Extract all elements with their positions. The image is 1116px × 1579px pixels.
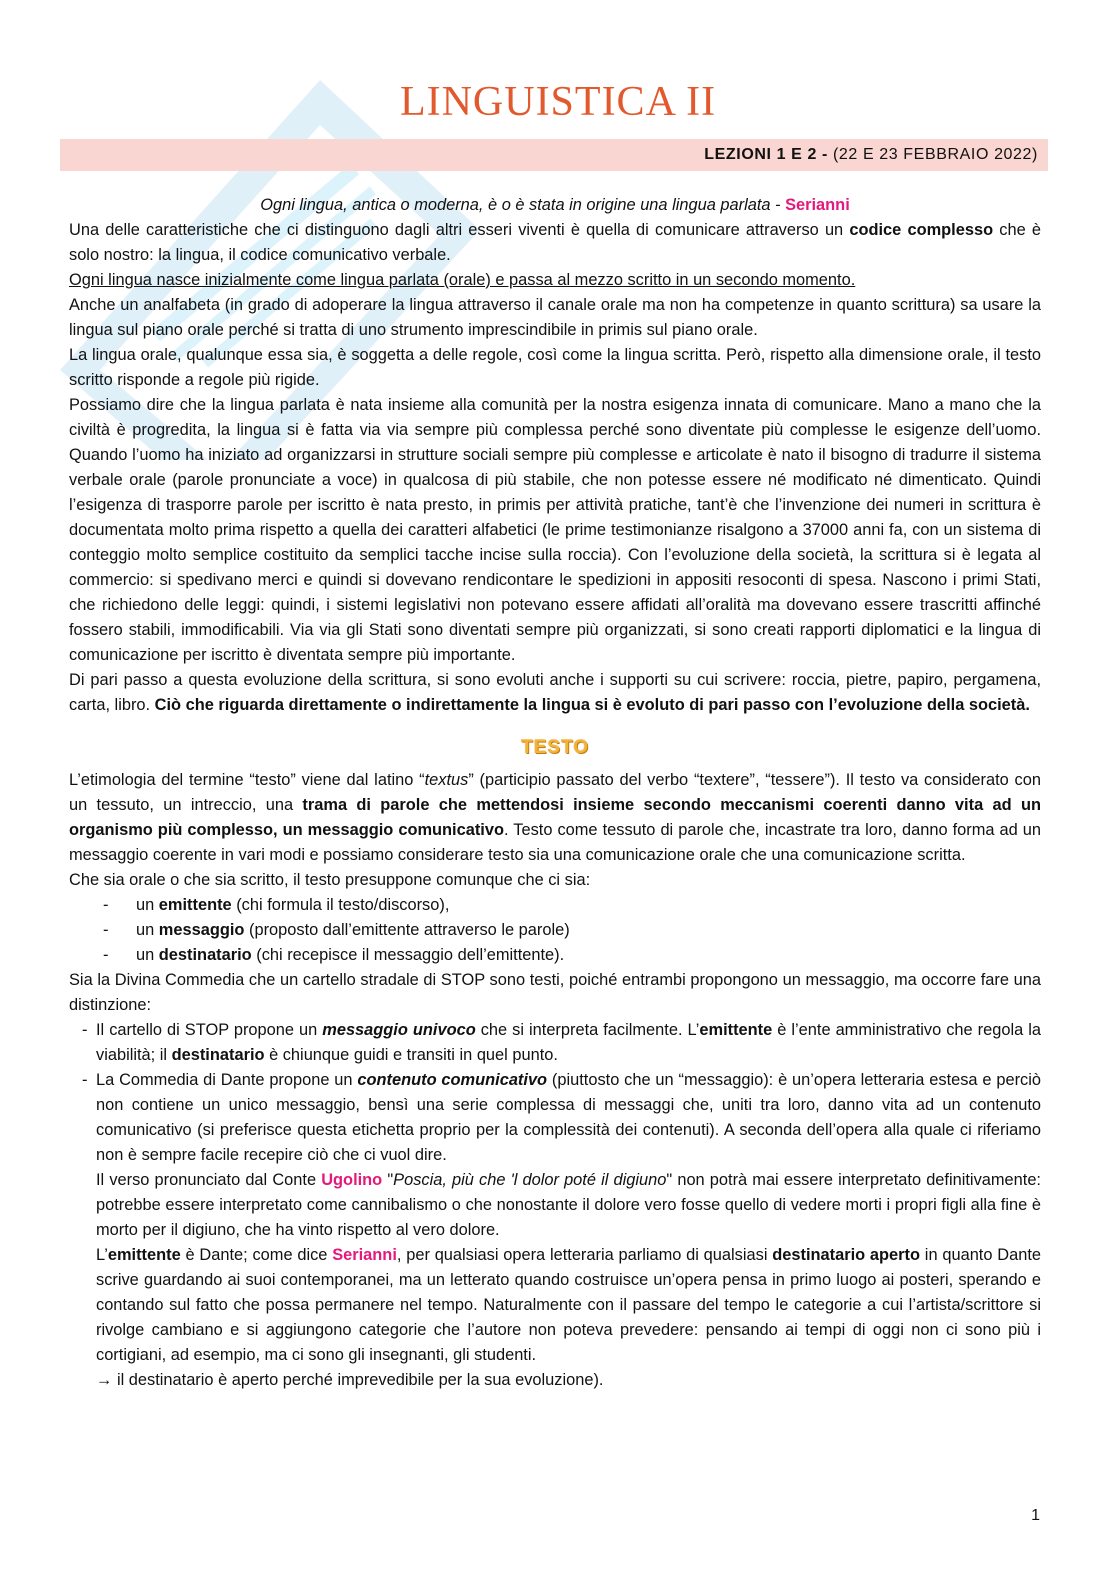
lesson-dates: (22 E 23 FEBBRAIO 2022) (827, 146, 1038, 163)
dante-item (69, 1068, 1041, 1168)
section-heading-text: TESTO (521, 737, 589, 758)
text-components-list (69, 893, 1041, 968)
text-run: , per qualsiasi opera letteraria parliamo di qualsiasi (396, 1246, 773, 1264)
highlighted-name: Serianni (332, 1246, 397, 1264)
text-run: che è solo nostro: la lingua, il codice comunicativo verbale. (69, 221, 1041, 264)
text-run: un (136, 896, 159, 914)
section-heading-testo (69, 735, 1041, 768)
arrow-conclusion: → il destinatario è aperto perché imprevedibile per la sua evoluzione). (96, 1371, 604, 1389)
ugolino-paragraph (69, 1168, 1041, 1243)
text-run: che si interpreta facilmente. L’ (475, 1021, 700, 1039)
bold-run: emittente (107, 1246, 181, 1264)
paragraph: Che sia orale o che sia scritto, il testo presuppone comunque che ci sia: (69, 871, 591, 889)
text-run: L’ (96, 1246, 108, 1264)
text-run: un (136, 921, 159, 939)
dash-bullet: - (103, 921, 109, 939)
page-number: 1 (1031, 1507, 1040, 1524)
bold-run: trama di parole che mettendosi insieme secondo meccanismi coerenti danno vita ad un organismo più complesso, un messaggio comunicativo (69, 796, 1041, 839)
text-run: " non potrà mai essere interpretato definitivamente: potrebbe essere interpretato come cannibalismo o che nonostante il dolore vero fosse quello di vedere morti i propri figli alla fine è morto per il digiuno, che ha vinto rispetto al vero dolore. (96, 1171, 1041, 1239)
text-run: un (136, 946, 159, 964)
text-run: . Testo come tessuto di parole che, incastrate tra loro, danno forma ad un messaggio coerente in vari modi e possiamo considerare testo sia una comunicazione orale che una comunicazione scritta. (69, 821, 1041, 864)
bold-italic-run: contenuto comunicativo (357, 1071, 548, 1089)
quote-author: Serianni (785, 196, 850, 214)
bold-run: messaggio (158, 921, 245, 939)
page-title: LINGUISTICA II (399, 79, 717, 125)
text-run: " (382, 1171, 394, 1189)
emittente-paragraph (69, 1243, 1041, 1368)
text-run: è l’ente amministrativo che regola la viabilità; il (96, 1021, 1041, 1064)
bold-italic-run: messaggio univoco (322, 1021, 476, 1039)
paragraph: Sia la Divina Commedia che un cartello stradale di STOP sono testi, poiché entrambi propongono un messaggio, ma occorre fare una distinzione: (69, 971, 1041, 1014)
italic-run: textus (424, 771, 469, 789)
bold-run: Ciò che riguarda direttamente o indirettamente la lingua si è evoluto di pari passo con l’evoluzione della società. (154, 696, 1030, 714)
paragraph (69, 268, 1041, 293)
opening-quote (69, 193, 1041, 218)
bold-run: destinatario aperto (772, 1246, 921, 1264)
dash-bullet: - (103, 946, 109, 964)
text-run: Una delle caratteristiche che ci distinguono dagli altri esseri viventi è quella di comunicare attraverso un (69, 221, 850, 239)
bold-run: emittente (699, 1021, 773, 1039)
dash-bullet: - (103, 896, 109, 914)
underlined-text: Ogni lingua nasce inizialmente come lingua parlata (orale) e passa al mezzo scritto in un secondo momento. (69, 271, 856, 289)
list-item (69, 893, 1041, 918)
text-run: Il verso pronunciato dal Conte (96, 1171, 322, 1189)
text-run: in quanto Dante scrive guardando ai suoi contemporanei, ma un letterato quando costruisce un’opera pensa in primo luogo ai posteri, sperando e contando sul fatto che possa permanere nel tempo. Naturalmente con il passare del tempo le categorie a cui l’artista/scrittore si rivolge cambiano e si aggiungono categorie che l’autore non poteva prevedere: pensando ai tempi di oggi non ci sono più i cortigiani, ad esempio, ma ci sono gli insegnanti, gli studenti. (96, 1246, 1041, 1364)
lesson-header-bar (60, 139, 1048, 171)
document-body (69, 193, 1041, 1393)
list-item (69, 918, 1041, 943)
text-run: Di pari passo a questa evoluzione della scrittura, si sono evoluti anche i supporti su cui scrivere: roccia, pietre, papiro, pergamena, carta, libro. (69, 671, 1041, 714)
text-run: ” (participio passato del verbo “textere”, “tessere”). Il testo va considerato con un tessuto, un intreccio, una (69, 771, 1041, 814)
highlighted-name: Ugolino (321, 1171, 383, 1189)
text-run: è chiunque guidi e transiti in quel punto. (264, 1046, 558, 1064)
text-run: L’etimologia del termine “testo” viene dal latino “ (69, 771, 425, 789)
paragraph: La lingua orale, qualunque essa sia, è soggetta a delle regole, così come la lingua scritta. Però, rispetto alla dimensione orale, il testo scritto risponde a regole più rigide. (69, 346, 1041, 389)
bold-run: destinatario (158, 946, 252, 964)
dash-bullet: - (82, 1071, 88, 1089)
paragraph: Possiamo dire che la lingua parlata è nata insieme alla comunità per la nostra esigenza innata di comunicare. Mano a mano che la civiltà è progredita, la lingua si è fatta via via sempre più complessa perché sono diventate più complesse le esigenze dell’uomo. Quando l’uomo ha iniziato ad organizzarsi in strutture sociali sempre più complesse e articolate è nato il bisogno di tradurre il sistema verbale orale (parole pronunciate a voce) in qualcosa di più stabile, che non potesse essere né modificato né dimenticato. Quindi l’esigenza di trasporre parole per iscritto è nata presto, in primis per attività pratiche, tant’è che l’invenzione dei numeri in scrittura è documentata molto prima rispetto a quella dei caratteri alfabetici (le prime testimonianze risalgono a 37000 anni fa, con un sistema di conteggio molto semplice costituito da semplici tacche incise sulla roccia). Con l’evoluzione della società, la scrittura si è legata al commercio: si spedivano merci e quindi si dovevano rendicontare le spedizioni in appositi resoconti di spesa. Nascono i primi Stati, che richiedono delle leggi: quindi, i sistemi legislativi non potevano essere affidati all’oralità ma dovevano essere trascritti affinché fossero stabili, immodificabili. Via via gli Stati sono diventati sempre più organizzati, si sono creati rapporti diplomatici e la lingua di comunicazione per iscritto è diventata sempre più importante. (69, 396, 1041, 664)
text-run: Il cartello di STOP propone un (96, 1021, 323, 1039)
list-item (69, 943, 1041, 968)
text-run: (chi recepisce il messaggio dell’emittente). (251, 946, 565, 964)
text-run: (proposto dall’emittente attraverso le parole) (244, 921, 570, 939)
paragraph: Anche un analfabeta (in grado di adoperare la lingua attraverso il canale orale ma non ha competenze in quanto scrittura) sa usare la lingua sul piano orale perché si tratta di uno strumento imprescindibile in primis sul piano orale. (69, 296, 1041, 339)
lesson-number: LEZIONI 1 E 2 - (704, 146, 828, 163)
paragraph (69, 218, 1041, 268)
paragraph (69, 768, 1041, 868)
quote-text: Ogni lingua, antica o moderna, è o è stata in origine una lingua parlata - (260, 196, 786, 214)
bold-run: emittente (158, 896, 232, 914)
stop-sign-item (69, 1018, 1041, 1068)
paragraph (69, 668, 1041, 718)
text-run: (piuttosto che un “messaggio): è un’opera letteraria estesa e perciò non contiene un unico messaggio, bensì una serie complessa di messaggi che, uniti tra loro, danno vita ad un contenuto comunicativo (si preferisce questa etichetta proprio per la complessità dei contenuti). A seconda dell’opera alla quale ci riferiamo non è sempre facile recepire ciò che ci vuol dire. (96, 1071, 1041, 1164)
text-run: (chi formula il testo/discorso), (231, 896, 450, 914)
italic-run: Poscia, più che 'l dolor poté il digiuno (393, 1171, 667, 1189)
bold-run: codice complesso (849, 221, 994, 239)
bold-run: destinatario (171, 1046, 265, 1064)
dash-bullet: - (82, 1021, 88, 1039)
text-run: La Commedia di Dante propone un (96, 1071, 358, 1089)
text-run: è Dante; come dice (180, 1246, 333, 1264)
